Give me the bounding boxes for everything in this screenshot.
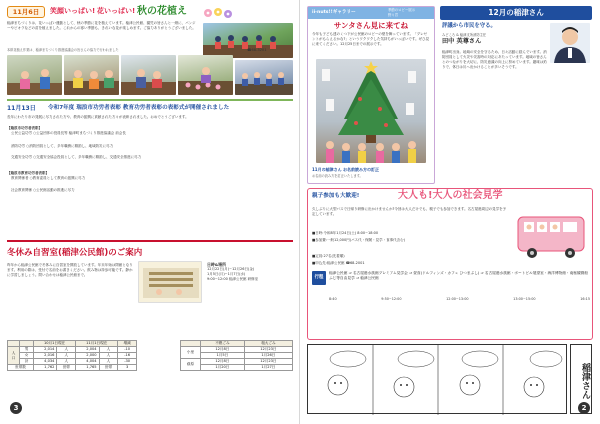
- table-cell: -16: [118, 353, 137, 359]
- trash-header: 不燃ごみ: [201, 341, 245, 347]
- flower-title-1: 笑顔いっぱい!: [50, 7, 96, 15]
- table-cell: 2,014: [34, 347, 57, 353]
- self-study-date: 1月5日(月)~1月7日(水): [207, 272, 246, 277]
- table-row: [8, 365, 137, 371]
- table-cell: 4,034: [34, 359, 57, 365]
- flower-body: 稲津まちづくりは、花いっぱい運動として、秋の季節に花を植えています。稲津公民館、園児の皆さんと一緒に、パンジーやビオラなどの苗を植えました。これからの寒い季節も、きれいな花が楽しめます。ご協力ありがとうございました。: [7, 21, 196, 31]
- gallery-article: [307, 6, 435, 184]
- itinerary-label: 行程: [312, 271, 326, 285]
- flower-credit: 本紙花植え作業は、稲津まちづくり推進協議会の皆さんの協力で行われました: [7, 48, 119, 52]
- table-cell: 3: [118, 365, 137, 371]
- santa-caption: 11月の稲津さん お名前読み方の訂正: [312, 167, 379, 172]
- page-number-left: 3: [10, 402, 22, 414]
- santa-title: サンタさん見に来てね: [333, 21, 409, 30]
- award-line: 【瑞浪市教育功労者表彰】: [7, 171, 49, 176]
- table-cell: 世帯: [99, 365, 118, 371]
- table-cell: 1月20日: [201, 365, 245, 371]
- award-line: 交通安全功労 ○交通安全協会役員として、多年職務に精励し、交通安全推進に尽力: [11, 155, 142, 160]
- table-cell: 男: [20, 347, 34, 353]
- flower-date: 11月6日: [7, 6, 45, 18]
- award-date: 11月13日: [7, 105, 36, 112]
- social-trip-article: [307, 188, 593, 340]
- award-article: [7, 99, 293, 237]
- rice-body: 稲津町出身。地域の安全を守るため、日々活動に励んでいます。消防団員として火災や災害時の対応にあたっています。地域の皆さんとのつながりを大切に、防災意識の向上に努めています。趣味は釣りで、休日は川へ出かけることが多いそうです。: [442, 50, 547, 70]
- social-item: ■日時:令和8年1月24日(土) 8:00~18:00: [312, 231, 379, 235]
- flower-photo-1: [7, 55, 62, 95]
- self-study-title: 冬休み自習室(稲津公民館)のご案内: [7, 248, 143, 258]
- rice-sub: 評議から市民を守る。: [442, 23, 496, 29]
- self-study-body: 昨年から稲津公民館で冬休みに自習室を開放しています。年末年始は閉館となります。利用の際は、受付で名前をお書きください。飲み物は持参可能です。静かに学習しましょう。問い合わせは稲津公民館まで。: [7, 263, 133, 278]
- social-title-pre: 親子参加も大歓迎!: [312, 193, 360, 199]
- award-line: 公民公益功労 ○公益団体の役員長等 稲津町まちづくり推進協議会 前会長: [11, 131, 126, 136]
- self-study-schedule: [207, 262, 293, 282]
- rice-title: 12月の稲津さん: [488, 8, 544, 17]
- table-cell: 人: [99, 359, 118, 365]
- table-cell: 1月26日: [244, 353, 292, 359]
- page-number-right: 2: [578, 402, 590, 414]
- flower-title-3: 秋の花植え: [137, 6, 187, 17]
- population-header: 11月1日現在: [76, 341, 118, 347]
- self-study-schedule-label: 日時&場所: [207, 262, 226, 267]
- trash-header: 粗大ごみ: [244, 341, 292, 347]
- social-item: ■申込先:稲津公民館 ☎68-2001: [312, 261, 365, 265]
- itinerary-time: 16:15: [580, 297, 590, 301]
- itinerary-time: 13:00~15:00: [513, 297, 536, 301]
- rice-body-extra: [550, 66, 590, 176]
- flower-photo-5: [235, 60, 293, 95]
- table-cell: 世帯: [57, 365, 76, 371]
- self-study-photo: [138, 261, 202, 303]
- population-table: [7, 340, 137, 400]
- table-cell: 2,004: [76, 347, 99, 353]
- table-cell: 人: [57, 353, 76, 359]
- rice-role: みどころ & 稲津支所消防主任: [442, 33, 487, 37]
- award-top-rule: [7, 99, 293, 101]
- flower-article: [7, 6, 293, 96]
- award-line: 教育関係者 ○教育委員として教育の振興に尽力: [11, 176, 86, 181]
- social-details: [312, 231, 512, 268]
- table-cell: 女: [20, 353, 34, 359]
- award-line: 社会教育関係 ○公民館活動の推進に尽力: [11, 188, 75, 193]
- flower-photo-4: [178, 55, 233, 95]
- gallery-sub2: 野々宮: [388, 13, 399, 17]
- table-cell: 1,765: [76, 365, 99, 371]
- self-study-date: 12月22日(月)~12月26日(金): [207, 267, 255, 272]
- comic-title: 稲津さん: [570, 344, 592, 414]
- gallery-label: ii-nuts!!ギャラリー: [312, 10, 356, 15]
- population-side-label: 人口: [8, 347, 20, 365]
- santa-photo: [316, 59, 426, 163]
- itinerary-box: [312, 271, 590, 337]
- flower-contact: ☎68-3201: [247, 48, 267, 52]
- social-item: ■参加費:一般12,000円(バス代・保険・見学・食事代含む): [312, 238, 405, 242]
- itinerary-text: 稲津公民館 ⇒ 名古屋港水族館プレミアム見学会 ⇒ 昼食(ドルフィンズ・カフェ ひつまぶし) ⇒ 名古屋港水族館・ポートビル展望室・海洋博物館・南極観測船ふじ等自由見学 ⇒ 稲津公民館: [329, 271, 589, 281]
- table-cell: 人: [99, 347, 118, 353]
- table-cell: 世帯数: [8, 365, 34, 371]
- rice-header: [440, 6, 592, 20]
- social-title: 大人も!大人の社会見学: [398, 190, 503, 201]
- table-cell: 12月8日: [201, 347, 245, 353]
- flower-decoration-icon: [203, 6, 233, 21]
- award-list: [7, 126, 293, 196]
- table-cell: 小里: [181, 347, 201, 359]
- table-cell: -30: [118, 359, 137, 365]
- itinerary-time: 12:00~13:00: [446, 297, 469, 301]
- itinerary-times: [329, 297, 590, 302]
- table-cell: 12月8日: [201, 359, 245, 365]
- award-line: 【瑞浪市功労者表彰】: [7, 126, 42, 130]
- flower-photo-3: [121, 55, 176, 95]
- santa-caption-note: お名前の読み方を訂正いたします。: [312, 174, 363, 178]
- table-cell: 1月5日: [201, 353, 245, 359]
- flower-photo-2: [64, 55, 119, 95]
- table-cell: 人: [99, 353, 118, 359]
- itinerary-time: 8:40: [329, 297, 337, 301]
- table-cell: 4,004: [76, 359, 99, 365]
- trash-table: [180, 340, 293, 400]
- rice-name: 田中 英尊さん: [442, 38, 482, 45]
- self-study-article: [7, 240, 293, 338]
- table-cell: 人: [57, 359, 76, 365]
- gallery-header: [308, 7, 434, 19]
- rice-person-article: [440, 6, 592, 184]
- table-cell: 計: [20, 359, 34, 365]
- self-study-date: 9:00~12:00 稲津公民館 研修室: [207, 277, 259, 282]
- award-title: 令和7年度 瑞浪市功労者表彰 教育功労者表彰の表彰式が開催されました: [48, 105, 230, 111]
- table-cell: 12月23日: [244, 347, 292, 353]
- award-body: 長年にわたり市の発展に尽力された方や、教育の振興に貢献された方々が表彰されました。おめでとうございます。: [7, 115, 189, 119]
- flower-title-2: 花いっぱい!: [97, 7, 136, 15]
- table-cell: -10: [118, 347, 137, 353]
- social-item: ■定員:27名(先着順): [312, 254, 345, 258]
- table-cell: 萩原: [181, 359, 201, 371]
- gallery-sub: 季節のロビー展示: [388, 8, 415, 12]
- comic-strip: [307, 344, 567, 414]
- table-cell: 人: [57, 347, 76, 353]
- table-cell: 2,016: [34, 353, 57, 359]
- self-study-rule: [7, 240, 293, 242]
- table-cell: 1月27日: [244, 365, 292, 371]
- social-intro: 久しぶりに大型バスで日帰り研修に出かけませんか?今回は大人だけでも、親子でも参加できます。名古屋港周辺の見学を予定しています。: [312, 207, 507, 217]
- population-header: 10月1日現在: [34, 341, 76, 347]
- itinerary-time: 9:50~12:00: [381, 297, 402, 301]
- bus-illustration: [514, 207, 590, 267]
- award-line: 消防功労 ○消防団員として、多年職務に精励し、地域防災に尽力: [11, 144, 114, 149]
- table-cell: 1,762: [34, 365, 57, 371]
- population-header: 増減: [118, 341, 137, 347]
- page-right: [300, 0, 600, 424]
- table-cell: 12月23日: [244, 359, 292, 365]
- santa-body: 今年も子ども達のくつ下が公民館のロビーの壁を飾っています。「プレゼントがもらえるかな?」というワクワクした気持ちがいっぱいです。ぜひ見に来てください。12月25日までの展示です。: [312, 32, 430, 47]
- table-cell: 2,000: [76, 353, 99, 359]
- rice-portrait: [550, 23, 590, 63]
